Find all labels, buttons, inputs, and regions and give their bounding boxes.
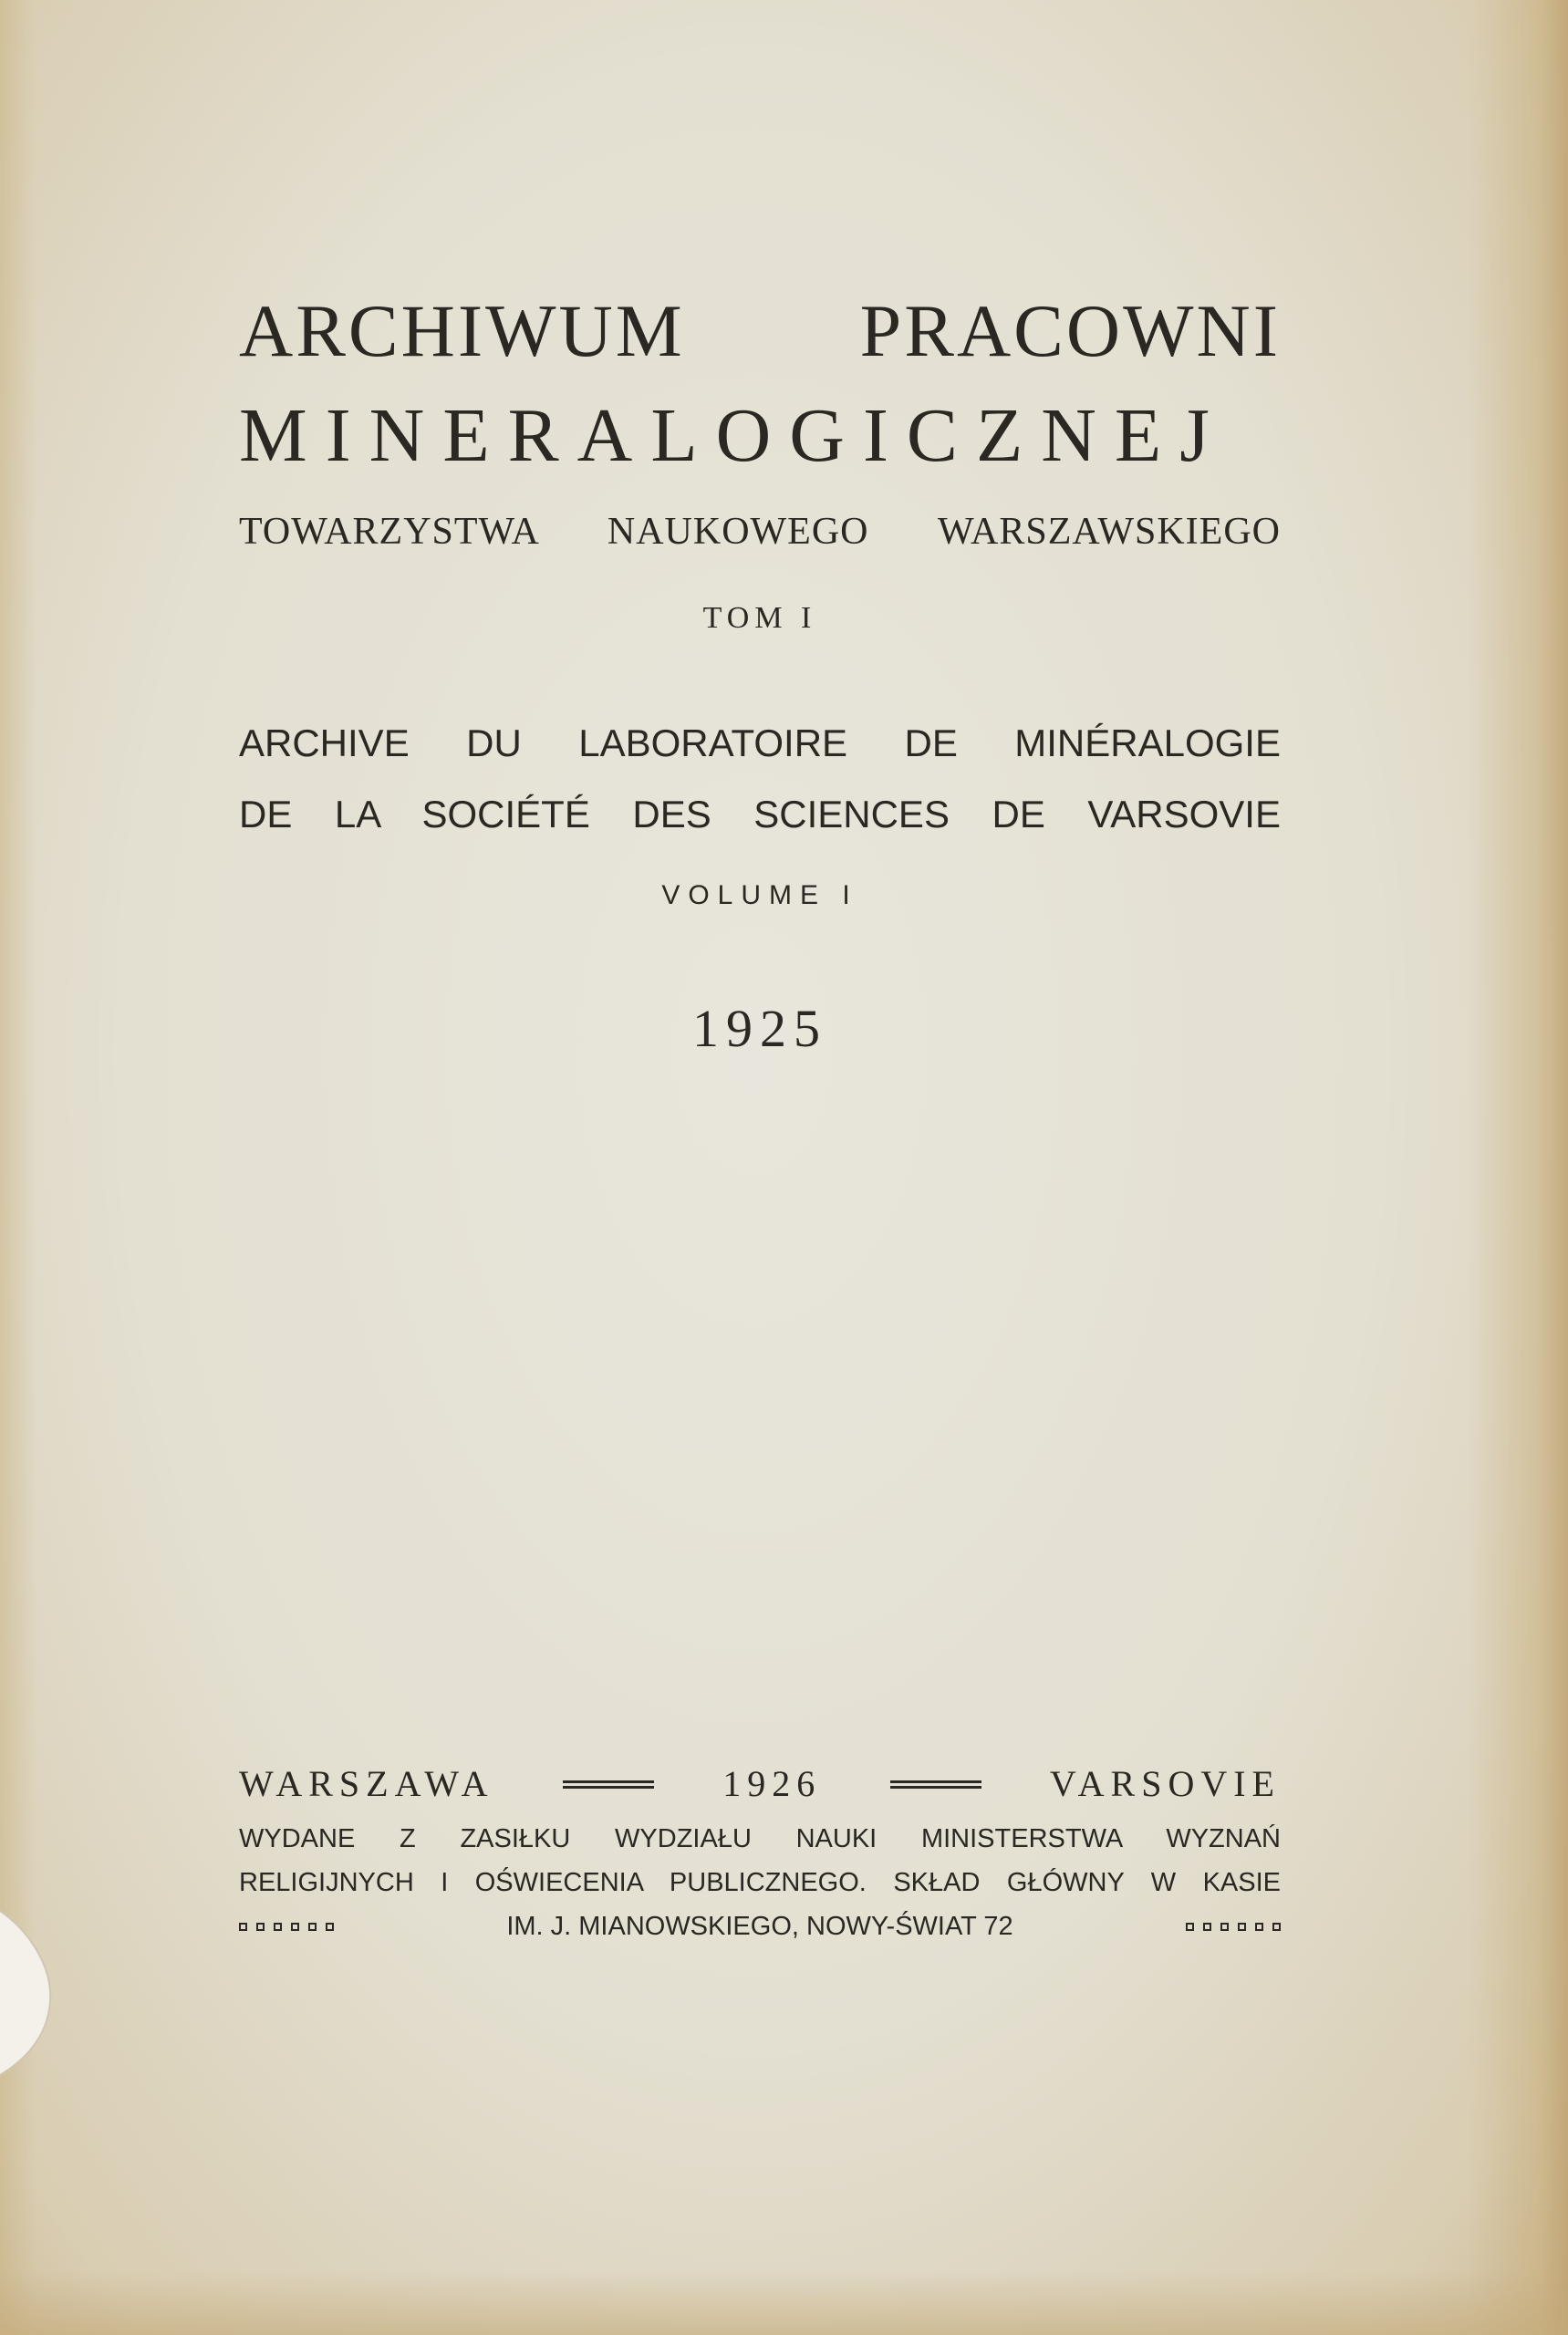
ornament-squares-right (1186, 1923, 1281, 1931)
year: 1925 (692, 999, 827, 1058)
place-french: VARSOVIE (1049, 1763, 1281, 1804)
subtitle: TOWARZYSTWA NAUKOWEGO WARSZAWSKIEGO (239, 511, 1281, 553)
french-title-line-1: ARCHIVE DU LABORATOIRE DE MINÉRALOGIE (239, 721, 1281, 764)
footer-line-4 (239, 1910, 1281, 1943)
paper-edge-right (1468, 0, 1568, 2335)
double-rule (563, 1780, 654, 1789)
footer-line-3: RELIGIJNYCH I OŚWIECENIA PUBLICZNEGO. SKŁAD GŁÓWNY W KASIE (239, 1868, 1281, 1897)
place-year: 1926 (722, 1763, 822, 1804)
title-line-1: ARCHIWUM PRACOWNI (239, 289, 1281, 372)
tom-label: TOM I (702, 601, 817, 635)
paper-edge-bottom (0, 2271, 1568, 2335)
volume-label: VOLUME I (661, 880, 858, 910)
footer-address: IM. J. MIANOWSKIEGO, NOWY-ŚWIAT 72 (506, 1912, 1013, 1941)
title-line-2: MINERALOGICZNEJ (239, 393, 1228, 478)
double-rule (890, 1780, 981, 1789)
place-polish: WARSZAWA (239, 1763, 494, 1804)
french-title-line-2: DE LA SOCIÉTÉ DES SCIENCES DE VARSOVIE (239, 793, 1281, 835)
paper-tear-mark (0, 1902, 55, 2084)
ornament-squares-left (239, 1923, 334, 1931)
footer-place-line (239, 1762, 1281, 1806)
footer-line-2: WYDANE Z ZASIŁKU WYDZIAŁU NAUKI MINISTERSTWA WYZNAŃ (239, 1824, 1281, 1853)
